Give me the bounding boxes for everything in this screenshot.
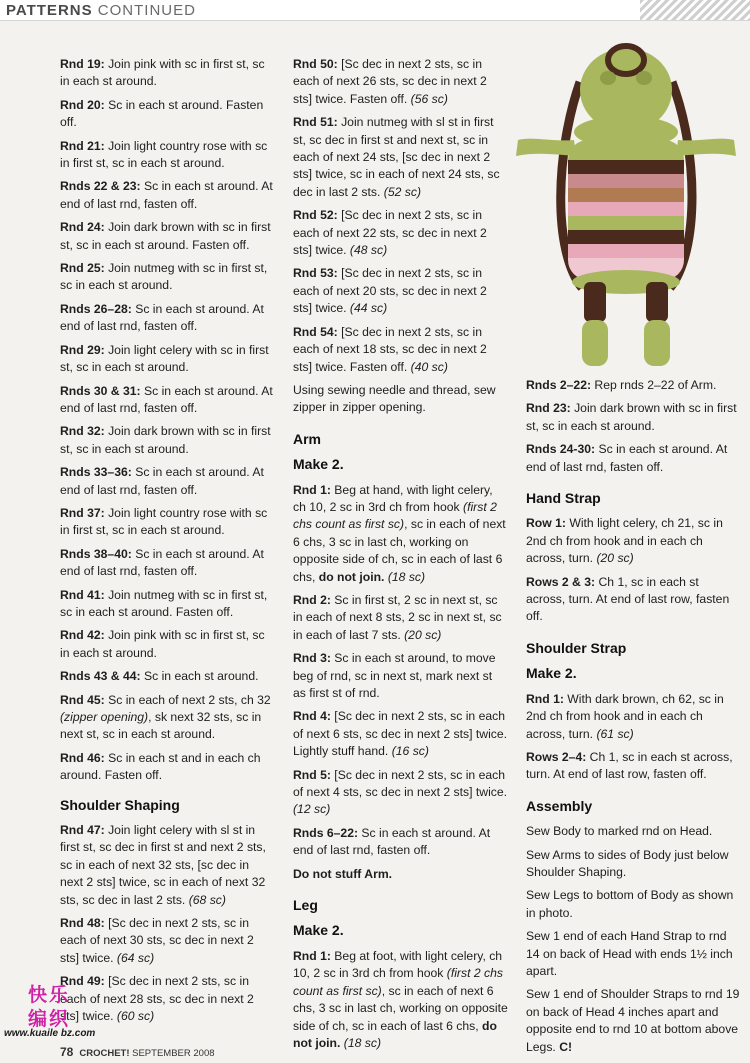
pattern-row: Rnd 52: [Sc dec in next 2 sts, sc in each of next 22 sts, sc dec in next 2 sts] twice. (48 sc)	[293, 208, 487, 258]
leg-heading: Leg	[293, 897, 318, 914]
backpack-doll-photo	[512, 30, 740, 372]
pattern-row: Rnd 53: [Sc dec in next 2 sts, sc in each of next 20 sts, sc dec in next 2 sts] twice. (44 sc)	[293, 266, 487, 316]
shoulder-strap-heading: Shoulder Strap	[526, 639, 627, 656]
pattern-row: Rnd 21: Join light country rose with sc in first st, sc in each st around.	[60, 138, 268, 171]
pattern-row: Rnd 32: Join dark brown with sc in first st, sc in each st around.	[60, 424, 271, 456]
pattern-row: Rows 2 & 3: Ch 1, sc in each st across, turn. At end of last row, fasten off.	[526, 574, 730, 624]
column-2	[293, 56, 508, 1058]
pattern-row: Rows 2–4: Ch 1, sc in each st across, turn. At end of last row, fasten off.	[526, 749, 733, 782]
assembly-step: Sew Body to marked rnd on Head.	[526, 824, 713, 839]
pattern-row: Rnd 49: [Sc dec in next 2 sts, sc in each of next 28 sts, sc dec in next 2 sts] twice. (60 sc)	[60, 974, 254, 1024]
assembly-step: Sew 1 end of Shoulder Straps to rnd 19 on back of Head 4 inches apart and opposite end to rnd 10 at bottom above Legs. C!	[526, 987, 740, 1054]
pattern-row: Rnd 37: Join light country rose with sc in first st, sc in each st around.	[60, 505, 268, 538]
end-mark: C!	[559, 1039, 573, 1054]
zipper-instruction: Using sewing needle and thread, sew zipper in zipper opening.	[293, 382, 496, 415]
pattern-row: Rnd 47: Join light celery with sl st in first st, sc dec in first st and next 2 sts, sc in each of next 32 sts, [sc dec in next 2 sts] twice, sc in each of next 32 sts, sc dec in last 2 sts. (68 sc)	[60, 823, 266, 907]
pattern-row: Rnds 30 & 31: Sc in each st around. At end of last rnd, fasten off.	[60, 383, 273, 415]
assembly-step: Sew 1 end of each Hand Strap to rnd 14 on back of Head with ends 1½ inch apart.	[526, 929, 733, 978]
magazine-name: CROCHET!	[79, 1048, 130, 1059]
arm-heading: Arm	[293, 430, 322, 447]
header-stripe-decoration	[640, 0, 750, 20]
pattern-row: Row 1: With light celery, ch 21, sc in 2nd ch from hook and in each ch across, turn. (20 sc)	[526, 516, 723, 566]
assembly-step: Sew Arms to sides of Body just below Shoulder Shaping.	[526, 847, 729, 879]
pattern-row: Rnd 41: Join nutmeg with sc in first st, sc in each st around. Fasten off.	[60, 587, 268, 619]
pattern-row: Rnd 20: Sc in each st around. Fasten off.	[60, 97, 264, 130]
pattern-row: Rnds 22 & 23: Sc in each st around. At end of last rnd, fasten off.	[60, 179, 273, 211]
pattern-row: Rnd 19: Join pink with sc in first st, sc in each st around.	[60, 57, 265, 89]
pattern-row: Rnds 38–40: Sc in each st around. At end of last rnd, fasten off.	[60, 546, 264, 579]
pattern-row: Rnd 45: Sc in each of next 2 sts, ch 32 (zipper opening), sk next 32 sts, sc in next st, sc in each st around.	[60, 692, 271, 742]
page-footer	[60, 1045, 215, 1059]
issue-date: SEPTEMBER 2008	[129, 1048, 215, 1059]
pattern-row: Rnds 33–36: Sc in each st around. At end of last rnd, fasten off.	[60, 465, 264, 497]
pattern-row: Rnd 46: Sc in each st and in each ch around. Fasten off.	[60, 750, 261, 783]
pattern-row: Rnd 1: With dark brown, ch 62, sc in 2nd ch from hook and in each ch across, turn. (61 sc)	[526, 691, 724, 741]
pattern-row: Rnd 29: Join light celery with sc in first st, sc in each st around.	[60, 342, 269, 375]
leg-make-count: Make 2.	[293, 922, 344, 939]
column-1	[60, 56, 275, 1032]
site-watermark: 快乐 编织 www.kuaile bz.com	[4, 985, 96, 1039]
arm-make-count: Make 2.	[293, 456, 344, 473]
pattern-row: Rnd 5: [Sc dec in next 2 sts, sc in each of next 4 sts, sc dec in next 2 sts] twice. (12 sc)	[293, 767, 508, 817]
body-rounds	[60, 56, 275, 785]
pattern-row: Rnd 50: [Sc dec in next 2 sts, sc in each of next 26 sts, sc dec in next 2 sts] twice. Fasten off. (56 sc)	[293, 57, 487, 106]
pattern-row: Rnd 3: Sc in each st around, to move beg of rnd, sc in next st, mark next st as first st of rnd.	[293, 651, 496, 700]
pattern-row: Rnd 42: Join pink with sc in first st, sc in each st around.	[60, 628, 265, 660]
pattern-row: Rnd 1: Beg at hand, with light celery, ch 10, 2 sc in 3rd ch from hook (first 2 chs count as first sc), sc in each of next 6 chs, 3 sc in last ch, working on opposite side of ch, sc in each of last 6 chs, do not join. (18 sc)	[293, 482, 506, 584]
pattern-row: Rnd 1: Beg at foot, with light celery, ch 10, 2 sc in 3rd ch from hook (first 2 chs count as first sc), sc in each of next 6 chs, 3 sc in last ch, working on opposite side of ch, sc in each of last 6 chs, do not join. (18 sc)	[293, 948, 508, 1050]
pattern-row: Rnds 26–28: Sc in each st around. At end of last rnd, fasten off.	[60, 301, 264, 334]
page-number: 78	[60, 1045, 74, 1059]
pattern-row: Rnd 23: Join dark brown with sc in first st, sc in each st around.	[526, 401, 737, 433]
pattern-row: Rnd 24: Join dark brown with sc in first st, sc in each st around. Fasten off.	[60, 220, 271, 252]
section-title: PATTERNS CONTINUED	[6, 2, 196, 19]
pattern-row: Rnds 2–22: Rep rnds 2–22 of Arm.	[526, 378, 717, 392]
shoulder-strap-make-count: Make 2.	[526, 665, 577, 682]
pattern-row: Rnd 54: [Sc dec in next 2 sts, sc in each of next 18 sts, sc dec in next 2 sts] twice. Fasten off. (40 sc)	[293, 324, 487, 374]
pattern-row: Rnd 48: [Sc dec in next 2 sts, sc in each of next 30 sts, sc dec in next 2 sts] twice. (64 sc)	[60, 916, 254, 965]
pattern-row: Rnd 25: Join nutmeg with sc in first st, sc in each st around.	[60, 261, 268, 293]
pattern-row: Rnds 24-30: Sc in each st around. At end of last rnd, fasten off.	[526, 442, 728, 474]
pattern-row: Rnd 51: Join nutmeg with sl st in first st, sc dec in first st and next st, sc in each of next 24 sts, [sc dec in next 2 sts] twice, sc in each of next 24 sts, sc dec in last 2 sts. (52 sc)	[293, 115, 500, 199]
pattern-row: Rnd 2: Sc in first st, 2 sc in next st, sc in each of next 8 sts, 2 sc in next st, sc in each of last 7 sts. (20 sc)	[293, 592, 502, 642]
shoulder-shaping-heading: Shoulder Shaping	[60, 796, 180, 813]
pattern-row: Rnds 6–22: Sc in each st around. At end of last rnd, fasten off.	[293, 825, 491, 858]
assembly-heading: Assembly	[526, 797, 593, 814]
page-header	[0, 0, 750, 21]
hand-strap-heading: Hand Strap	[526, 490, 601, 507]
column-3	[526, 377, 741, 1062]
pattern-row: Rnds 43 & 44: Sc in each st around.	[60, 669, 259, 684]
arm-note: Do not stuff Arm.	[293, 866, 393, 881]
pattern-row: Rnd 4: [Sc dec in next 2 sts, sc in each of next 6 sts, sc dec in next 2 sts] twice. Lightly stuff hand. (16 sc)	[293, 709, 508, 759]
assembly-step: Sew Legs to bottom of Body as shown in photo.	[526, 888, 734, 920]
